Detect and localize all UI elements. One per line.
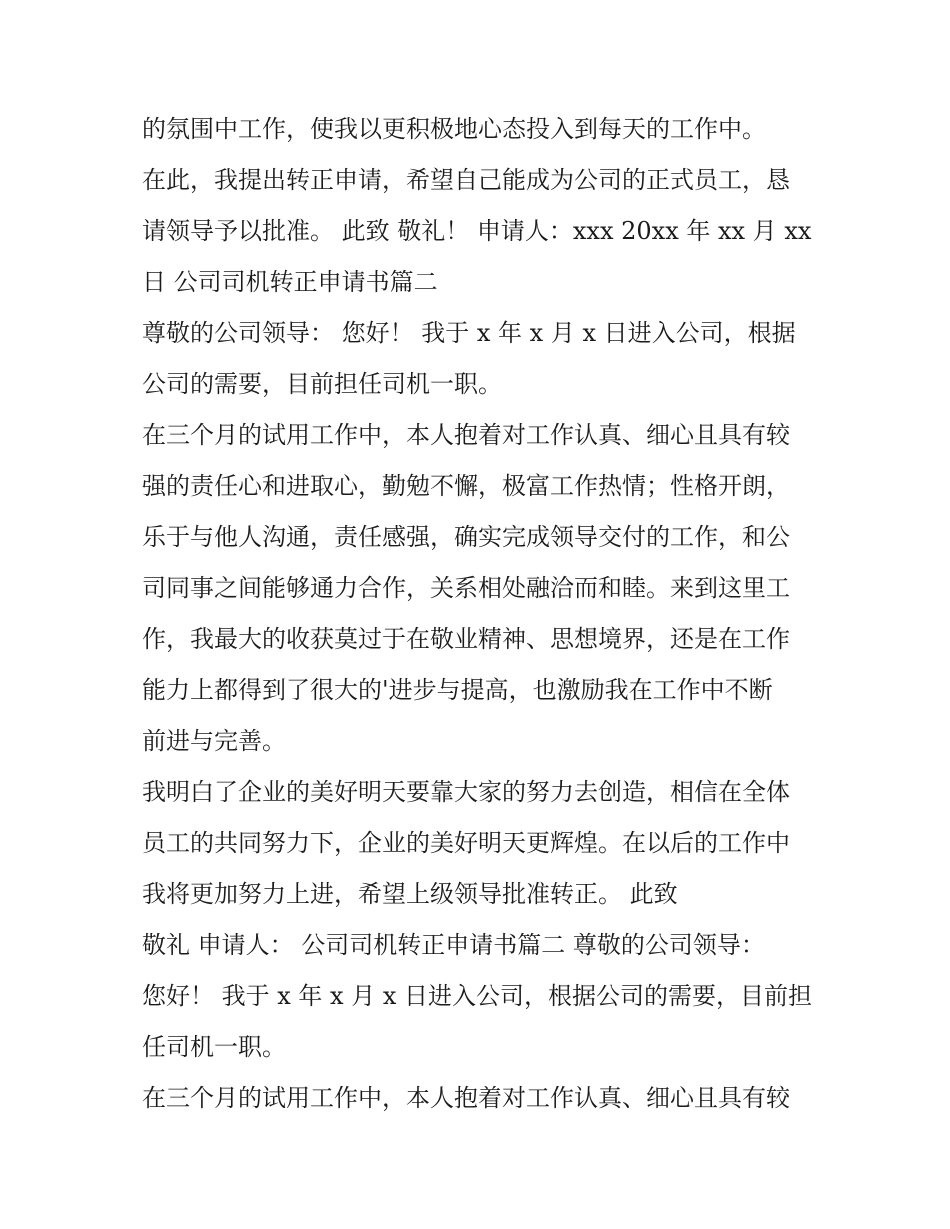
text-line: 前进与完善。 [142,727,286,755]
text-line: 公司的需要，目前担任司机一职。 [142,370,502,398]
text-line: 我明白了企业的美好明天要靠大家的努力去创造，相信在全体 [142,778,790,806]
text-line: 司同事之间能够通力合作，关系相处融洽而和睦。来到这里工 [142,574,790,602]
text-line: 在此，我提出转正申请，希望自己能成为公司的正式员工，恳 [142,166,790,194]
text-line: 任司机一职。 [142,1033,286,1061]
text-line: 您好！ 我于 x 年 x 月 x 日进入公司，根据公司的需要，目前担 [142,982,813,1010]
text-line: 在三个月的试用工作中，本人抱着对工作认真、细心且具有较 [142,1084,790,1112]
text-line: 请领导予以批准。 此致 敬礼！ 申请人：xxx 20xx 年 xx 月 xx [142,217,812,245]
text-line: 作，我最大的收获莫过于在敬业精神、思想境界，还是在工作 [142,625,790,653]
text-line: 乐于与他人沟通，责任感强，确实完成领导交付的工作，和公 [142,523,790,551]
text-line: 能力上都得到了很大的'进步与提高，也激励我在工作中不断 [142,676,773,704]
text-line: 我将更加努力上进，希望上级领导批准转正。 此致 [142,880,678,908]
text-line: 尊敬的公司领导： 您好！ 我于 x 年 x 月 x 日进入公司，根据 [142,319,796,347]
text-line: 敬礼 申请人： 公司司机转正申请书篇二 尊敬的公司领导： [142,931,765,959]
text-line: 员工的共同努力下，企业的美好明天更辉煌。在以后的工作中 [142,829,790,857]
text-line: 强的责任心和进取心，勤勉不懈，极富工作热情；性格开朗， [142,472,790,500]
document-body [142,104,822,1124]
text-line: 在三个月的试用工作中，本人抱着对工作认真、细心且具有较 [142,421,790,449]
text-line: 的氛围中工作，使我以更积极地心态投入到每天的工作中。 [142,115,766,143]
text-line: 日 公司司机转正申请书篇二 [142,268,438,296]
